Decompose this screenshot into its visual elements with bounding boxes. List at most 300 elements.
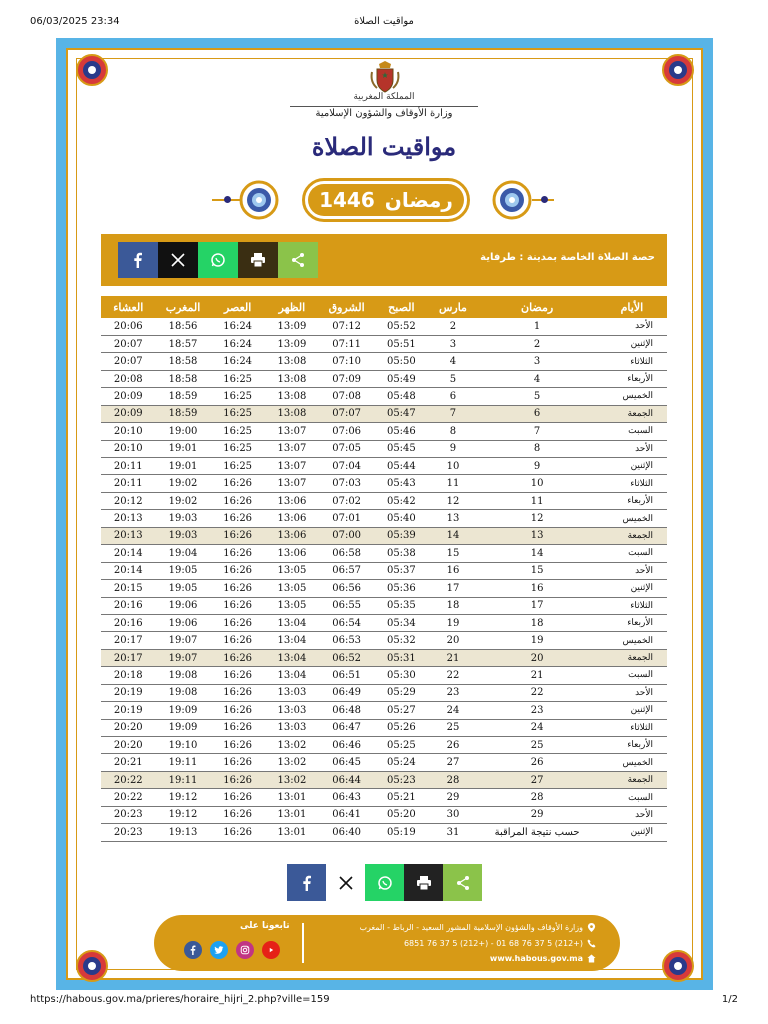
table-cell: 05:44 xyxy=(374,458,428,475)
table-cell: 12 xyxy=(477,510,596,527)
print-button[interactable] xyxy=(238,242,278,278)
print-page-number: 1/2 xyxy=(721,994,738,1005)
table-cell: 20:19 xyxy=(101,702,156,719)
table-cell: الثلاثاء xyxy=(597,475,667,492)
table-cell: 07:05 xyxy=(319,440,374,457)
table-cell: السبت xyxy=(597,545,667,562)
table-cell: 16:26 xyxy=(211,737,265,754)
table-row xyxy=(101,737,667,754)
table-cell: الإثنين xyxy=(597,580,667,597)
table-cell: 13:05 xyxy=(265,562,319,579)
table-cell: 9 xyxy=(429,440,478,457)
table-cell: الثلاثاء xyxy=(597,353,667,370)
table-cell: 16:25 xyxy=(211,405,265,422)
table-cell: 20:16 xyxy=(101,597,156,614)
share-button[interactable] xyxy=(278,242,318,278)
table-row xyxy=(101,580,667,597)
table-cell: 05:35 xyxy=(374,597,428,614)
table-cell: 18:56 xyxy=(156,318,211,335)
table-cell: 05:30 xyxy=(374,667,428,684)
table-cell: 23 xyxy=(429,684,478,701)
instagram-icon xyxy=(240,945,250,955)
table-cell: 16 xyxy=(477,580,596,597)
table-cell: السبت xyxy=(597,667,667,684)
table-cell: 20:20 xyxy=(101,719,156,736)
table-cell: 16:26 xyxy=(211,771,265,788)
table-row xyxy=(101,632,667,649)
phone-line xyxy=(404,939,596,948)
table-cell: 06:45 xyxy=(319,754,374,771)
table-cell: 16:26 xyxy=(211,475,265,492)
twitter-icon xyxy=(214,945,224,955)
table-cell: 13:05 xyxy=(265,580,319,597)
table-cell: 15 xyxy=(429,545,478,562)
whatsapp-share-button[interactable] xyxy=(198,242,238,278)
rosette-icon xyxy=(492,180,532,220)
table-cell: 16:26 xyxy=(211,684,265,701)
table-cell: 13:06 xyxy=(265,545,319,562)
month-year-pill xyxy=(302,178,470,222)
table-row xyxy=(101,789,667,806)
table-cell: 27 xyxy=(429,754,478,771)
table-cell: 05:20 xyxy=(374,806,428,823)
contact-footer xyxy=(154,915,620,971)
table-cell: 19:10 xyxy=(156,737,211,754)
table-cell: الخميس xyxy=(597,632,667,649)
table-cell: 24 xyxy=(477,719,596,736)
table-cell: الأحد xyxy=(597,318,667,335)
table-cell: 16:26 xyxy=(211,667,265,684)
table-cell: 05:32 xyxy=(374,632,428,649)
table-cell: 7 xyxy=(429,405,478,422)
table-cell: 16:26 xyxy=(211,545,265,562)
table-cell: 20:15 xyxy=(101,580,156,597)
table-cell: 13:09 xyxy=(265,335,319,352)
table-cell: الخميس xyxy=(597,754,667,771)
table-cell: 30 xyxy=(429,806,478,823)
table-cell: 19:05 xyxy=(156,580,211,597)
table-cell: 05:34 xyxy=(374,614,428,631)
table-cell: الإثنين xyxy=(597,824,667,841)
table-cell: 06:52 xyxy=(319,649,374,666)
table-cell: 28 xyxy=(477,789,596,806)
website-link[interactable]: www.habous.gov.ma xyxy=(489,954,583,963)
table-row xyxy=(101,771,667,788)
table-cell: 05:26 xyxy=(374,719,428,736)
table-cell: 07:09 xyxy=(319,370,374,387)
flourish-dot xyxy=(541,196,548,203)
table-cell: 20:13 xyxy=(101,527,156,544)
table-cell: 05:46 xyxy=(374,423,428,440)
table-cell: 25 xyxy=(429,719,478,736)
facebook-icon xyxy=(130,252,146,268)
page-title: مواقيت الصلاة xyxy=(311,132,457,161)
table-cell: 19:02 xyxy=(156,492,211,509)
table-row xyxy=(101,335,667,352)
table-cell: الأربعاء xyxy=(597,737,667,754)
table-cell: 4 xyxy=(429,353,478,370)
table-cell: 19:09 xyxy=(156,702,211,719)
table-cell: 16:26 xyxy=(211,580,265,597)
table-cell: 05:40 xyxy=(374,510,428,527)
table-cell: 16:26 xyxy=(211,492,265,509)
column-header: الصبح xyxy=(374,296,428,318)
facebook-share-button[interactable] xyxy=(287,864,326,901)
table-cell: 06:49 xyxy=(319,684,374,701)
table-cell: 05:50 xyxy=(374,353,428,370)
table-cell: 20:19 xyxy=(101,684,156,701)
x-icon xyxy=(170,252,186,268)
website-line xyxy=(490,954,596,963)
table-cell: 06:57 xyxy=(319,562,374,579)
table-cell: 13:06 xyxy=(265,492,319,509)
table-cell: 20:13 xyxy=(101,510,156,527)
table-cell: 13:03 xyxy=(265,719,319,736)
table-cell: 20:14 xyxy=(101,562,156,579)
table-row xyxy=(101,614,667,631)
table-cell: 19:08 xyxy=(156,667,211,684)
table-cell: 05:29 xyxy=(374,684,428,701)
table-cell: 16:24 xyxy=(211,353,265,370)
table-cell: 17 xyxy=(477,597,596,614)
table-cell: 21 xyxy=(477,667,596,684)
facebook-share-button[interactable] xyxy=(118,242,158,278)
table-cell: 13:02 xyxy=(265,737,319,754)
table-cell: 13:08 xyxy=(265,388,319,405)
table-cell: 05:21 xyxy=(374,789,428,806)
print-icon xyxy=(416,875,432,891)
kingdom-label: المملكة المغربية xyxy=(353,92,415,102)
table-cell: 13:01 xyxy=(265,824,319,841)
table-cell: 18 xyxy=(429,597,478,614)
table-cell: 20:07 xyxy=(101,353,156,370)
table-cell: 19:01 xyxy=(156,458,211,475)
address-text: وزارة الأوقاف والشؤون الإسلامية المشور السعيد - الرباط - المغرب xyxy=(359,923,583,932)
table-cell: 13 xyxy=(429,510,478,527)
table-cell: 16:26 xyxy=(211,649,265,666)
table-cell: الجمعة xyxy=(597,527,667,544)
table-cell: حسب نتيجة المراقبة xyxy=(477,824,596,841)
table-cell: 3 xyxy=(477,353,596,370)
location-pin-icon xyxy=(587,923,596,932)
table-cell: 6 xyxy=(477,405,596,422)
table-cell: 19:00 xyxy=(156,423,211,440)
table-cell: 07:00 xyxy=(319,527,374,544)
table-cell: 26 xyxy=(477,754,596,771)
table-cell: 13:01 xyxy=(265,789,319,806)
table-cell: 05:48 xyxy=(374,388,428,405)
table-cell: 20:11 xyxy=(101,458,156,475)
table-cell: 13:02 xyxy=(265,754,319,771)
table-cell: 06:51 xyxy=(319,667,374,684)
table-cell: 22 xyxy=(477,684,596,701)
table-cell: 13:03 xyxy=(265,702,319,719)
table-cell: 13:03 xyxy=(265,684,319,701)
table-row xyxy=(101,458,667,475)
table-cell: 13:05 xyxy=(265,597,319,614)
table-cell: 19:08 xyxy=(156,684,211,701)
table-cell: 13:04 xyxy=(265,614,319,631)
whatsapp-icon xyxy=(377,875,393,891)
table-cell: 16:25 xyxy=(211,440,265,457)
table-cell: 16:26 xyxy=(211,632,265,649)
table-cell: الثلاثاء xyxy=(597,719,667,736)
table-cell: 20:22 xyxy=(101,789,156,806)
table-cell: 24 xyxy=(429,702,478,719)
table-cell: 05:52 xyxy=(374,318,428,335)
table-cell: الأحد xyxy=(597,562,667,579)
print-footer xyxy=(30,994,738,1008)
table-cell: الأربعاء xyxy=(597,370,667,387)
table-cell: 20:12 xyxy=(101,492,156,509)
table-cell: 20:16 xyxy=(101,614,156,631)
table-cell: 28 xyxy=(429,771,478,788)
table-cell: 16:26 xyxy=(211,754,265,771)
table-cell: 05:36 xyxy=(374,580,428,597)
table-cell: 23 xyxy=(477,702,596,719)
table-cell: 4 xyxy=(477,370,596,387)
table-cell: 10 xyxy=(429,458,478,475)
whatsapp-share-button[interactable] xyxy=(365,864,404,901)
facebook-link[interactable] xyxy=(184,941,202,959)
table-cell: 07:04 xyxy=(319,458,374,475)
table-cell: 07:06 xyxy=(319,423,374,440)
table-cell: الثلاثاء xyxy=(597,597,667,614)
table-row xyxy=(101,562,667,579)
column-header: العصر xyxy=(211,296,265,318)
table-row xyxy=(101,754,667,771)
table-cell: الإثنين xyxy=(597,335,667,352)
corner-flower-icon xyxy=(660,52,696,88)
table-cell: 16 xyxy=(429,562,478,579)
table-cell: الجمعة xyxy=(597,405,667,422)
table-cell: 25 xyxy=(477,737,596,754)
table-cell: 15 xyxy=(477,562,596,579)
corner-flower-icon xyxy=(660,948,696,984)
print-header xyxy=(30,16,738,30)
table-cell: 13:09 xyxy=(265,318,319,335)
table-cell: 20:10 xyxy=(101,440,156,457)
table-cell: 19:09 xyxy=(156,719,211,736)
table-cell: 20:06 xyxy=(101,318,156,335)
table-cell: 14 xyxy=(429,527,478,544)
table-cell: 21 xyxy=(429,649,478,666)
phone-icon xyxy=(587,939,596,948)
table-cell: 20:21 xyxy=(101,754,156,771)
table-cell: 16:25 xyxy=(211,458,265,475)
table-row xyxy=(101,719,667,736)
table-cell: السبت xyxy=(597,789,667,806)
table-cell: 20:08 xyxy=(101,370,156,387)
x-share-button[interactable] xyxy=(158,242,198,278)
table-cell: الإثنين xyxy=(597,702,667,719)
table-cell: 20:10 xyxy=(101,423,156,440)
table-cell: 16:26 xyxy=(211,562,265,579)
table-cell: 26 xyxy=(429,737,478,754)
table-cell: 3 xyxy=(429,335,478,352)
table-row xyxy=(101,318,667,335)
address-line xyxy=(359,923,596,932)
table-row xyxy=(101,527,667,544)
column-header: العشاء xyxy=(101,296,156,318)
table-row xyxy=(101,684,667,701)
share-icon xyxy=(455,875,471,891)
twitter-link[interactable] xyxy=(210,941,228,959)
table-cell: 8 xyxy=(429,423,478,440)
city-bar xyxy=(101,234,667,286)
whatsapp-icon xyxy=(210,252,226,268)
table-cell: 05:37 xyxy=(374,562,428,579)
table-cell: 8 xyxy=(477,440,596,457)
city-subtitle: حصة الصلاة الخاصة بمدينة : طرفاية xyxy=(480,252,655,263)
table-cell: 13:07 xyxy=(265,440,319,457)
table-cell: 06:46 xyxy=(319,737,374,754)
table-cell: 20:14 xyxy=(101,545,156,562)
table-cell: 07:02 xyxy=(319,492,374,509)
table-cell: 20:22 xyxy=(101,771,156,788)
table-row xyxy=(101,667,667,684)
table-cell: 20:20 xyxy=(101,737,156,754)
table-cell: 20 xyxy=(429,632,478,649)
month-year-pill-inner xyxy=(308,184,464,216)
table-row xyxy=(101,353,667,370)
table-cell: 19:04 xyxy=(156,545,211,562)
print-icon xyxy=(250,252,266,268)
table-cell: 5 xyxy=(429,370,478,387)
table-cell: 06:55 xyxy=(319,597,374,614)
table-cell: 13:07 xyxy=(265,475,319,492)
table-cell: 13:07 xyxy=(265,423,319,440)
table-cell: 05:38 xyxy=(374,545,428,562)
table-row xyxy=(101,423,667,440)
table-cell: 13:06 xyxy=(265,510,319,527)
column-header: الظهر xyxy=(265,296,319,318)
phone-text: (+212) 5 37 76 68 01 - (+212) 5 37 76 6851 xyxy=(403,939,583,948)
table-cell: الأربعاء xyxy=(597,492,667,509)
table-cell: 19 xyxy=(429,614,478,631)
table-cell: 13:01 xyxy=(265,806,319,823)
table-cell: 05:45 xyxy=(374,440,428,457)
share-icon xyxy=(290,252,306,268)
table-cell: 07:07 xyxy=(319,405,374,422)
print-datetime: 06/03/2025 23:34 xyxy=(30,16,120,27)
table-cell: 06:41 xyxy=(319,806,374,823)
table-header-row xyxy=(101,296,667,318)
share-buttons-bottom xyxy=(287,864,482,901)
table-cell: 18 xyxy=(477,614,596,631)
table-cell: 16:26 xyxy=(211,614,265,631)
table-cell: 13:02 xyxy=(265,771,319,788)
prayer-times-table xyxy=(101,296,667,842)
corner-flower-icon xyxy=(74,52,110,88)
table-cell: 19:01 xyxy=(156,440,211,457)
table-cell: 05:23 xyxy=(374,771,428,788)
table-cell: 05:24 xyxy=(374,754,428,771)
print-button[interactable] xyxy=(404,864,443,901)
table-cell: 13:04 xyxy=(265,649,319,666)
x-share-button[interactable] xyxy=(326,864,365,901)
table-cell: 20:18 xyxy=(101,667,156,684)
table-row xyxy=(101,806,667,823)
share-buttons-top xyxy=(118,242,318,278)
column-header: المغرب xyxy=(156,296,211,318)
table-cell: 5 xyxy=(477,388,596,405)
table-row xyxy=(101,388,667,405)
table-cell: 07:01 xyxy=(319,510,374,527)
table-cell: 17 xyxy=(429,580,478,597)
table-cell: 16:26 xyxy=(211,789,265,806)
table-cell: 16:26 xyxy=(211,824,265,841)
table-cell: 16:25 xyxy=(211,388,265,405)
table-cell: 16:25 xyxy=(211,423,265,440)
home-icon xyxy=(587,954,596,963)
table-cell: 16:26 xyxy=(211,527,265,544)
table-cell: 16:25 xyxy=(211,370,265,387)
table-cell: 06:56 xyxy=(319,580,374,597)
table-cell: 9 xyxy=(477,458,596,475)
table-cell: 19:03 xyxy=(156,527,211,544)
table-cell: 13:04 xyxy=(265,632,319,649)
table-cell: 20:17 xyxy=(101,649,156,666)
table-cell: 20:23 xyxy=(101,824,156,841)
table-cell: 18:58 xyxy=(156,370,211,387)
table-cell: 19:11 xyxy=(156,771,211,788)
table-cell: 13:08 xyxy=(265,353,319,370)
table-cell: 16:26 xyxy=(211,510,265,527)
footer-divider xyxy=(302,923,304,963)
table-cell: 07:03 xyxy=(319,475,374,492)
table-cell: 19:05 xyxy=(156,562,211,579)
table-cell: 20:23 xyxy=(101,806,156,823)
instagram-link[interactable] xyxy=(236,941,254,959)
table-row xyxy=(101,440,667,457)
follow-us-label: تابعونا على xyxy=(240,921,290,931)
table-cell: 07:12 xyxy=(319,318,374,335)
table-cell: 06:44 xyxy=(319,771,374,788)
column-header: الأيام xyxy=(597,296,667,318)
table-cell: 22 xyxy=(429,667,478,684)
table-cell: 14 xyxy=(477,545,596,562)
year-label: 1446 xyxy=(319,188,375,212)
table-cell: 06:40 xyxy=(319,824,374,841)
table-cell: 19:13 xyxy=(156,824,211,841)
table-cell: 16:24 xyxy=(211,318,265,335)
table-cell: 05:47 xyxy=(374,405,428,422)
print-page-title: مواقيت الصلاة xyxy=(354,16,414,27)
youtube-link[interactable] xyxy=(262,941,280,959)
table-cell: الخميس xyxy=(597,388,667,405)
table-row xyxy=(101,510,667,527)
table-cell: 06:53 xyxy=(319,632,374,649)
table-cell: الجمعة xyxy=(597,771,667,788)
table-cell: 2 xyxy=(477,335,596,352)
table-cell: 19:03 xyxy=(156,510,211,527)
table-cell: 19:12 xyxy=(156,789,211,806)
table-cell: 05:25 xyxy=(374,737,428,754)
table-cell: 05:19 xyxy=(374,824,428,841)
table-cell: الأحد xyxy=(597,440,667,457)
table-cell: 19:12 xyxy=(156,806,211,823)
table-cell: الأربعاء xyxy=(597,614,667,631)
table-cell: 19:07 xyxy=(156,649,211,666)
table-cell: 19:06 xyxy=(156,597,211,614)
table-cell: 27 xyxy=(477,771,596,788)
table-cell: السبت xyxy=(597,423,667,440)
table-cell: 06:47 xyxy=(319,719,374,736)
column-header: مارس xyxy=(429,296,478,318)
flourish-dot xyxy=(224,196,231,203)
share-button[interactable] xyxy=(443,864,482,901)
